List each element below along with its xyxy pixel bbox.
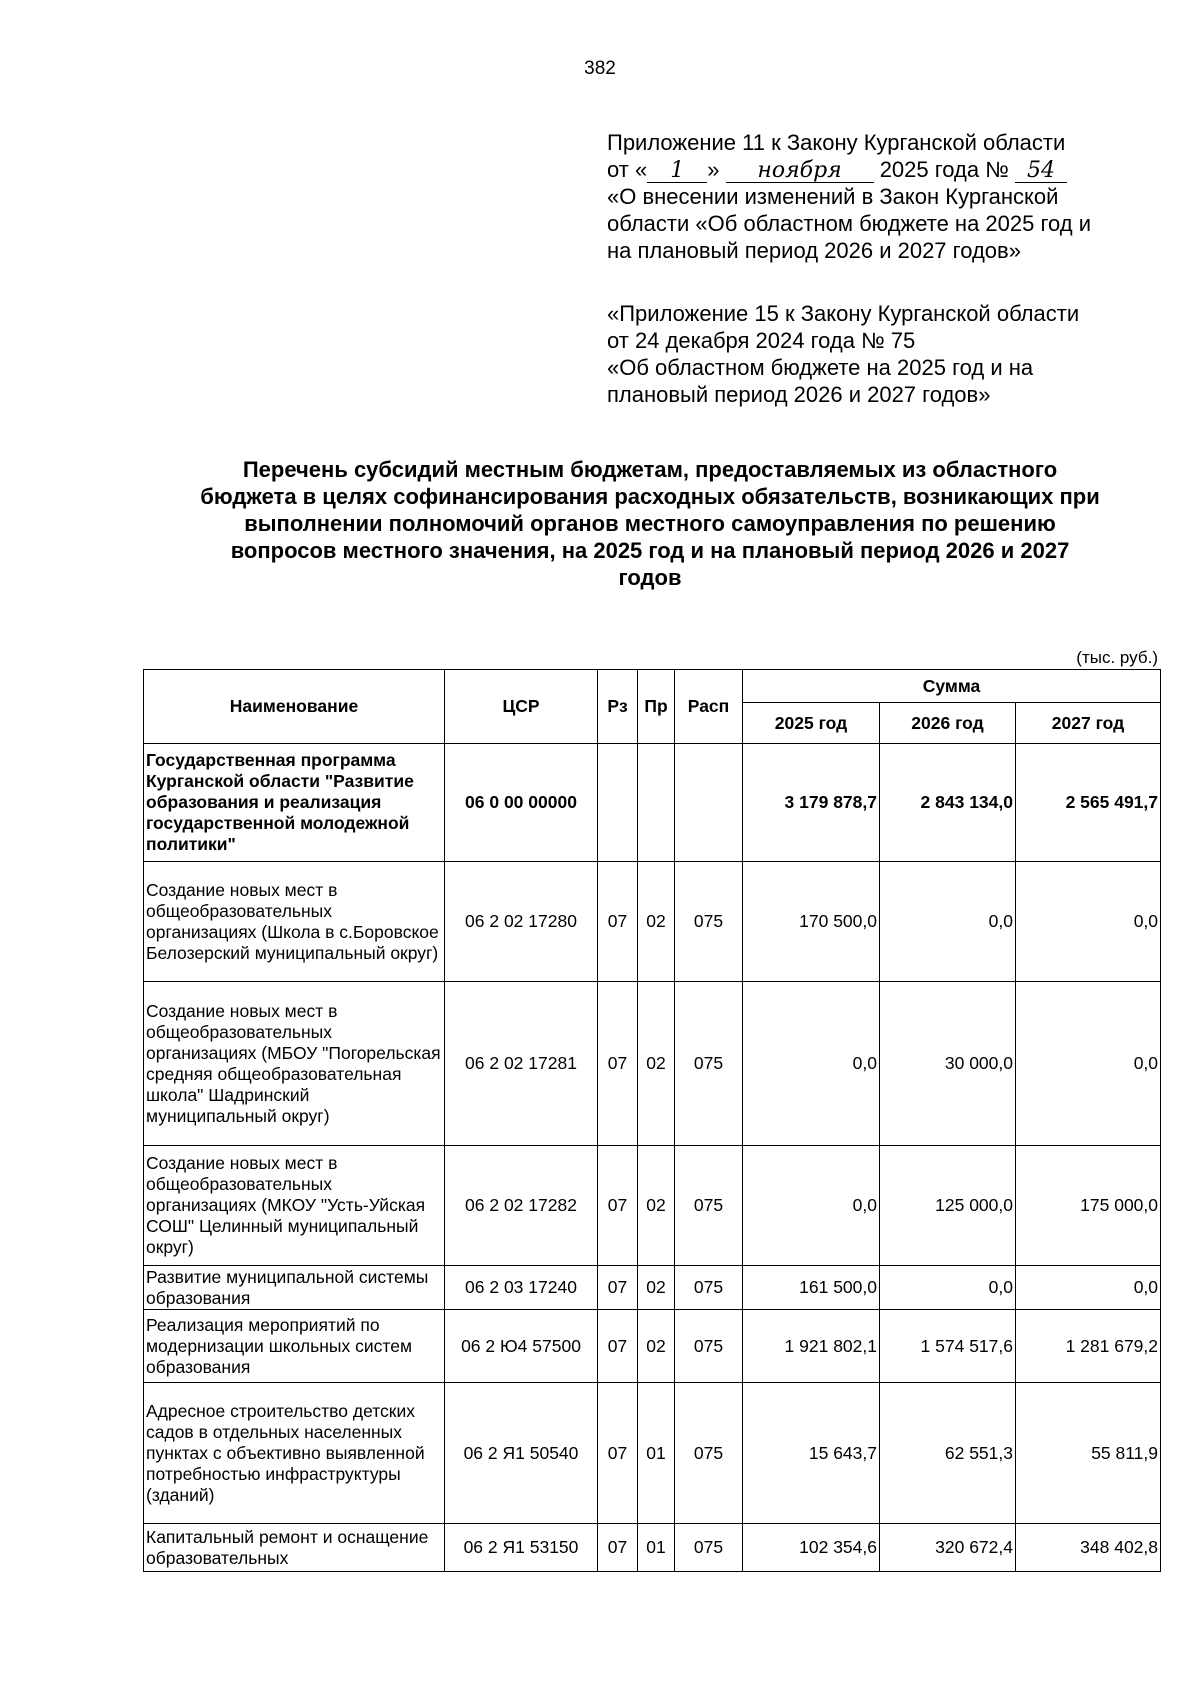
table-row <box>144 1266 1161 1310</box>
cell-2027: 0,0 <box>1016 1266 1161 1310</box>
appendix-line: Приложение 11 к Закону Курганской области <box>607 130 1066 155</box>
cell-csr: 06 2 03 17240 <box>445 1266 598 1310</box>
cell-2027: 175 000,0 <box>1016 1146 1161 1266</box>
table-row <box>144 1146 1161 1266</box>
cell-rasp: 075 <box>675 862 743 982</box>
cell-rz <box>598 744 638 862</box>
cell-2027: 0,0 <box>1016 862 1161 982</box>
cell-pr: 02 <box>638 1146 675 1266</box>
cell-2026: 30 000,0 <box>880 982 1016 1146</box>
cell-2027: 2 565 491,7 <box>1016 744 1161 862</box>
cell-2025: 15 643,7 <box>743 1383 880 1524</box>
appendix-line: «О внесении изменений в Закон Курганской <box>607 184 1059 209</box>
appendix-15-reference <box>607 300 1079 408</box>
cell-pr: 01 <box>638 1524 675 1572</box>
year-text: 2025 года № <box>879 157 1009 182</box>
cell-rz: 07 <box>598 1524 638 1572</box>
header-2025: 2025 год <box>743 703 880 744</box>
cell-csr: 06 0 00 00000 <box>445 744 598 862</box>
cell-rz: 07 <box>598 982 638 1146</box>
handwritten-day: 1 <box>647 160 707 183</box>
cell-2026: 0,0 <box>880 862 1016 982</box>
cell-csr: 06 2 02 17282 <box>445 1146 598 1266</box>
cell-rasp: 075 <box>675 1524 743 1572</box>
cell-pr: 01 <box>638 1383 675 1524</box>
cell-2026: 320 672,4 <box>880 1524 1016 1572</box>
cell-2027: 0,0 <box>1016 982 1161 1146</box>
cell-name: Развитие муниципальной системы образования <box>144 1266 445 1310</box>
cell-2025: 3 179 878,7 <box>743 744 880 862</box>
cell-pr: 02 <box>638 982 675 1146</box>
header-pr: Пр <box>638 670 675 744</box>
cell-name: Создание новых мест в общеобразовательных организациях (МКОУ "Усть-Уйская СОШ" Целинный муниципальный округ) <box>144 1146 445 1266</box>
appendix-11-reference <box>607 129 1091 264</box>
cell-pr: 02 <box>638 1266 675 1310</box>
title-line: бюджета в целях софинансирования расходных обязательств, возникающих при <box>200 484 1100 509</box>
title-line: Перечень субсидий местным бюджетам, предоставляемых из областного <box>242 457 1058 482</box>
header-csr: ЦСР <box>445 670 598 744</box>
cell-csr: 06 2 02 17281 <box>445 982 598 1146</box>
header-rasp: Расп <box>675 670 743 744</box>
cell-name: Государственная программа Курганской области "Развитие образования и реализация государственной молодежной политики" <box>144 744 445 862</box>
cell-name: Создание новых мест в общеобразовательных организациях (Школа в с.Боровское Белозерский муниципальный округ) <box>144 862 445 982</box>
cell-2027: 348 402,8 <box>1016 1524 1161 1572</box>
cell-rasp: 075 <box>675 1266 743 1310</box>
table-row <box>144 982 1161 1146</box>
cell-2026: 2 843 134,0 <box>880 744 1016 862</box>
cell-rz: 07 <box>598 1383 638 1524</box>
table-row <box>144 862 1161 982</box>
appendix-line: области «Об областном бюджете на 2025 год и <box>607 211 1092 236</box>
cell-rasp <box>675 744 743 862</box>
handwritten-month: ноября <box>726 160 874 183</box>
cell-rasp: 075 <box>675 1310 743 1383</box>
cell-2026: 62 551,3 <box>880 1383 1016 1524</box>
cell-2025: 0,0 <box>743 1146 880 1266</box>
table-row <box>144 1524 1161 1572</box>
cell-pr <box>638 744 675 862</box>
cell-name: Адресное строительство детских садов в отдельных населенных пунктах с объективно выявленной потребностью инфраструктуры (зданий) <box>144 1383 445 1524</box>
header-2026: 2026 год <box>880 703 1016 744</box>
cell-csr: 06 2 Я1 50540 <box>445 1383 598 1524</box>
cell-2026: 1 574 517,6 <box>880 1310 1016 1383</box>
table-row <box>144 744 1161 862</box>
cell-2025: 102 354,6 <box>743 1524 880 1572</box>
cell-name: Создание новых мест в общеобразовательных организациях (МБОУ "Погорельская средняя общеобразовательная школа" Шадринский муниципальный округ) <box>144 982 445 1146</box>
cell-2025: 161 500,0 <box>743 1266 880 1310</box>
cell-rz: 07 <box>598 1146 638 1266</box>
cell-2025: 0,0 <box>743 982 880 1146</box>
header-rz: Рз <box>598 670 638 744</box>
header-name: Наименование <box>144 670 445 744</box>
appendix-line: «Об областном бюджете на 2025 год и на <box>607 355 1034 380</box>
appendix-line: «Приложение 15 к Закону Курганской области <box>607 301 1080 326</box>
header-2027: 2027 год <box>1016 703 1161 744</box>
cell-name: Капитальный ремонт и оснащение образовательных <box>144 1524 445 1572</box>
cell-rasp: 075 <box>675 1383 743 1524</box>
cell-pr: 02 <box>638 862 675 982</box>
units-label: (тыс. руб.) <box>1076 648 1158 667</box>
title-line: вопросов местного значения, на 2025 год и на плановый период 2026 и 2027 <box>230 538 1070 563</box>
cell-2027: 55 811,9 <box>1016 1383 1161 1524</box>
header-sum: Сумма <box>743 670 1161 703</box>
cell-2027: 1 281 679,2 <box>1016 1310 1161 1383</box>
cell-name: Реализация мероприятий по модернизации школьных систем образования <box>144 1310 445 1383</box>
appendix-date-line <box>607 156 1091 183</box>
handwritten-law-number: 54 <box>1015 160 1067 183</box>
table-row <box>144 1310 1161 1383</box>
title-line: выполнении полномочий органов местного самоуправления по решению <box>244 511 1056 536</box>
cell-csr: 06 2 Я1 53150 <box>445 1524 598 1572</box>
appendix-line: от 24 декабря 2024 года № 75 <box>607 328 916 353</box>
cell-rz: 07 <box>598 1310 638 1383</box>
cell-2025: 170 500,0 <box>743 862 880 982</box>
cell-pr: 02 <box>638 1310 675 1383</box>
date-prefix: от « <box>607 157 648 182</box>
cell-2025: 1 921 802,1 <box>743 1310 880 1383</box>
table-row <box>144 1383 1161 1524</box>
document-title <box>130 456 1170 591</box>
cell-2026: 0,0 <box>880 1266 1016 1310</box>
cell-rasp: 075 <box>675 1146 743 1266</box>
cell-csr: 06 2 Ю4 57500 <box>445 1310 598 1383</box>
appendix-line: на плановый период 2026 и 2027 годов» <box>607 238 1021 263</box>
date-mid: » <box>707 157 720 182</box>
appendix-line: плановый период 2026 и 2027 годов» <box>607 382 991 407</box>
cell-2026: 125 000,0 <box>880 1146 1016 1266</box>
subsidy-table <box>143 669 1161 1572</box>
cell-rz: 07 <box>598 1266 638 1310</box>
cell-rz: 07 <box>598 862 638 982</box>
title-line: годов <box>618 565 682 590</box>
page-number: 382 <box>584 58 616 79</box>
cell-csr: 06 2 02 17280 <box>445 862 598 982</box>
cell-rasp: 075 <box>675 982 743 1146</box>
